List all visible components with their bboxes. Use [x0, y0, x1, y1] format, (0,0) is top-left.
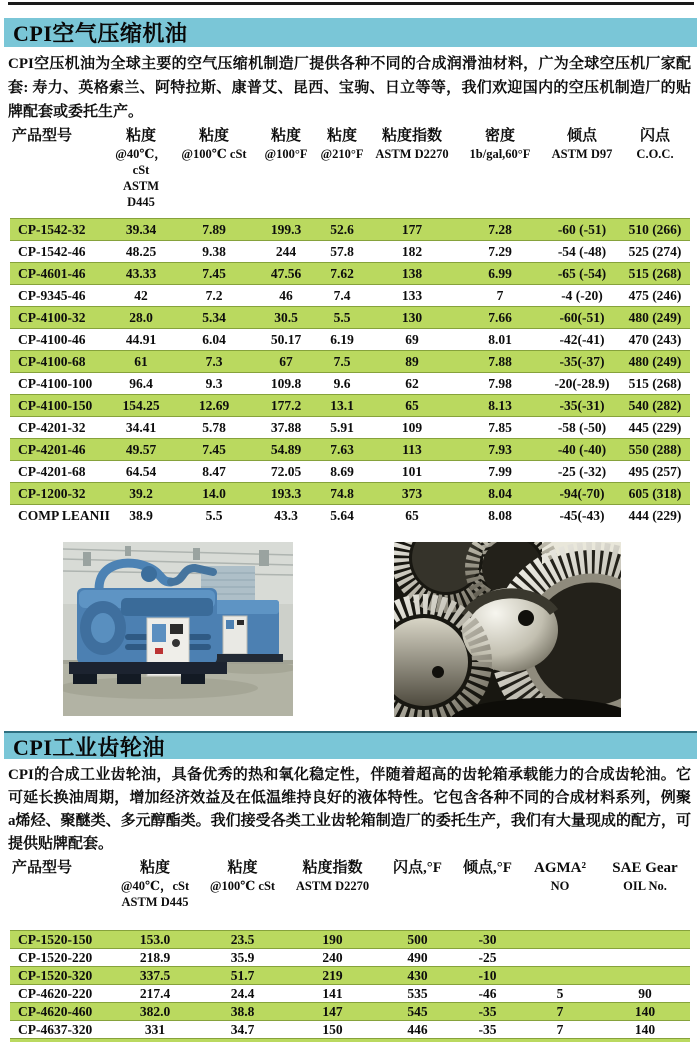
value-cell: 7.99: [488, 463, 512, 479]
value-cell: 7.98: [488, 375, 512, 391]
value-cell: 480 (249): [628, 309, 682, 325]
product-model-cell: CP-4100-68: [18, 353, 86, 369]
value-cell: -54 (-48): [557, 243, 607, 259]
product-model-cell: CP-1520-150: [18, 931, 93, 947]
value-cell: 7.4: [333, 287, 351, 303]
value-cell: 446: [407, 1021, 428, 1037]
value-cell: 5.5: [333, 309, 351, 325]
value-cell: [600, 949, 690, 967]
value-cell: 5.91: [330, 419, 354, 435]
value-cell: 67: [279, 353, 293, 369]
value-cell: 43.3: [274, 507, 298, 523]
product-model-cell: CP-4100-32: [18, 309, 86, 325]
value-cell: 14.0: [202, 485, 226, 501]
table-row: [10, 285, 690, 307]
value-cell: 515 (268): [628, 265, 682, 281]
value-cell: 130: [401, 309, 423, 325]
table-row: [10, 351, 690, 373]
product-model-cell: CP-1542-46: [18, 243, 86, 259]
value-cell: 13.1: [330, 397, 354, 413]
value-cell: 69: [405, 331, 419, 347]
value-cell: 154.25: [122, 397, 160, 413]
value-cell: -65 (-54): [557, 265, 607, 281]
column-header: 产品型号: [12, 128, 73, 144]
value-cell: 7.45: [202, 265, 226, 281]
value-cell: 470 (243): [628, 331, 682, 347]
value-cell: -25 (-32): [557, 463, 607, 479]
value-cell: 177.2: [270, 397, 302, 413]
table-row: [10, 417, 690, 439]
value-cell: 331: [144, 1021, 166, 1037]
section2-intro: CPI的合成工业齿轮油，具备优秀的热和氧化稳定性，伴随着超高的齿轮箱承载能力的合成齿轮油。它可延长换油周期，增加经济效益及在低温维持良好的液体特性。它包含各种不同的合成材料系列，例聚 a烯烃、聚醚类、多元醇酯类。我们接受各类工业齿轮箱制造厂的委托生产，我们有大量现成的配方，可提供贴牌配套。: [8, 767, 691, 852]
product-model-cell: CP-4201-68: [18, 463, 86, 479]
column-header: 密度 1b/gal,60°F: [469, 128, 531, 161]
value-cell: 373: [401, 485, 423, 501]
value-cell: 30.5: [274, 309, 298, 325]
value-cell: 34.7: [230, 1021, 255, 1037]
value-cell: 72.05: [270, 463, 302, 479]
table-row: [10, 483, 690, 505]
product-model-cell: CP-1542-32: [18, 221, 86, 237]
value-cell: 244: [275, 243, 297, 259]
compressor-oil-table: [10, 127, 690, 526]
section1-intro: CPI空压机油为全球主要的空气压缩机制造厂提供各种不同的合成润滑油材料，广为全球空压机厂家配套: 寿力、英格索兰、阿特拉斯、康普艾、昆西、宝驹、日立等等，我们欢迎国内的空压机制造厂的贴牌配套或委托生产。: [8, 56, 691, 120]
section1-title: CPI空气压缩机油: [13, 21, 188, 46]
column-header: 倾点,°F: [463, 860, 512, 876]
value-cell: 35.9: [230, 949, 255, 965]
product-model-cell: CP-4100-150: [18, 397, 93, 413]
value-cell: 101: [401, 463, 423, 479]
value-cell: 7.89: [202, 221, 226, 237]
value-cell: 7.28: [488, 221, 512, 237]
column-header: 倾点 ASTM D97: [551, 128, 613, 161]
value-cell: 147: [322, 1003, 343, 1019]
value-cell: 540 (282): [628, 397, 682, 413]
value-cell: 490: [407, 949, 428, 965]
value-cell: -46: [478, 985, 497, 1001]
value-cell: 510 (266): [628, 221, 682, 237]
product-model-cell: CP-1520-220: [18, 949, 93, 965]
table-row: [10, 1021, 690, 1039]
value-cell: 7.93: [488, 441, 512, 457]
table-row: [10, 931, 690, 949]
value-cell: 109: [401, 419, 423, 435]
section1-header-bar: [4, 18, 697, 47]
value-cell: 9.6: [333, 375, 351, 391]
value-cell: 430: [407, 967, 428, 983]
value-cell: [600, 967, 690, 985]
value-cell: 5.34: [202, 309, 226, 325]
value-cell: 54.89: [270, 441, 302, 457]
column-header: 粘度 @210°F: [320, 128, 364, 161]
value-cell: 65: [405, 397, 419, 413]
value-cell: 24.4: [230, 985, 255, 1001]
table-row: [10, 505, 690, 527]
catalog-page: [0, 2, 700, 1037]
value-cell: 74.8: [330, 485, 354, 501]
value-cell: 113: [402, 441, 422, 457]
value-cell: 193.3: [270, 485, 302, 501]
value-cell: 8.13: [488, 397, 512, 413]
value-cell: -60(-51): [559, 309, 605, 325]
product-model-cell: CP-4100-100: [18, 375, 93, 391]
value-cell: 190: [322, 931, 343, 947]
photo-row: [63, 542, 700, 717]
value-cell: 219: [322, 967, 343, 983]
table-header-row: [10, 859, 690, 931]
gear-oil-table: [10, 859, 690, 1038]
table-row: [10, 241, 690, 263]
value-cell: 34.41: [125, 419, 157, 435]
product-model-cell: CP-4620-460: [18, 1003, 93, 1019]
value-cell: -35(-31): [559, 397, 605, 413]
value-cell: 140: [634, 1021, 656, 1037]
table-header-row: [10, 127, 690, 219]
column-header: 粘度指数 ASTM D2270: [375, 128, 449, 161]
value-cell: 46: [279, 287, 293, 303]
value-cell: 444 (229): [628, 507, 682, 523]
value-cell: 138: [401, 265, 423, 281]
column-header: 粘度 @40℃，cSt ASTM D445: [115, 128, 167, 209]
value-cell: 49.57: [125, 441, 157, 457]
product-model-cell: CP-4201-32: [18, 419, 86, 435]
value-cell: 89: [405, 353, 419, 369]
section2-title: CPI工业齿轮油: [13, 734, 165, 760]
value-cell: 5.78: [202, 419, 226, 435]
value-cell: 61: [134, 353, 148, 369]
value-cell: 153.0: [139, 931, 171, 947]
column-header: 粘度 @100℃ cSt: [181, 128, 247, 161]
value-cell: -20(-28.9): [554, 375, 610, 391]
value-cell: 28.0: [129, 309, 153, 325]
value-cell: 550 (288): [628, 441, 682, 457]
value-cell: 500: [407, 931, 428, 947]
column-header: SAE Gear OIL No.: [612, 860, 678, 893]
column-header: 粘度 @40℃，cSt ASTM D445: [120, 860, 190, 909]
table-row: [10, 219, 690, 241]
value-cell: 7: [556, 1021, 564, 1037]
value-cell: 150: [322, 1021, 343, 1037]
value-cell: 7.5: [333, 353, 351, 369]
column-header: 粘度指数 ASTM D2270: [295, 860, 370, 893]
section2-header-bar: [4, 731, 697, 759]
value-cell: 182: [401, 243, 423, 259]
table-row: [10, 949, 690, 967]
column-header: 粘度 @100℃ cSt: [209, 860, 276, 893]
value-cell: 445 (229): [628, 419, 682, 435]
value-cell: 7: [556, 1003, 564, 1019]
value-cell: 6.19: [330, 331, 354, 347]
value-cell: -40 (-40): [557, 441, 607, 457]
column-header: 闪点 C.O.C.: [636, 128, 674, 161]
value-cell: 50.17: [270, 331, 302, 347]
value-cell: 515 (268): [628, 375, 682, 391]
product-model-cell: CP-1520-320: [18, 967, 93, 983]
value-cell: 7.62: [330, 265, 354, 281]
value-cell: 109.8: [270, 375, 302, 391]
rear-compressor-unit: [211, 600, 283, 662]
product-model-cell: CP-4620-220: [18, 985, 93, 1001]
value-cell: 37.88: [270, 419, 302, 435]
value-cell: -35: [478, 1003, 497, 1019]
value-cell: 240: [322, 949, 343, 965]
product-model-cell: CP-9345-46: [18, 287, 86, 303]
value-cell: 605 (318): [628, 485, 682, 501]
value-cell: [520, 949, 600, 967]
column-header: 粘度 @100°F: [264, 128, 308, 161]
product-model-cell: CP-1200-32: [18, 485, 86, 501]
value-cell: -10: [478, 967, 497, 983]
value-cell: 480 (249): [628, 353, 682, 369]
value-cell: 199.3: [270, 221, 302, 237]
value-cell: 90: [638, 985, 652, 1001]
column-header: AGMA² NO: [534, 860, 586, 893]
value-cell: 48.25: [125, 243, 157, 259]
value-cell: 337.5: [139, 967, 171, 983]
value-cell: 65: [405, 507, 419, 523]
value-cell: 8.01: [488, 331, 512, 347]
product-model-cell: CP-4100-46: [18, 331, 86, 347]
value-cell: -45(-43): [559, 507, 605, 523]
value-cell: 8.04: [488, 485, 512, 501]
value-cell: 39.2: [129, 485, 153, 501]
value-cell: -35: [478, 1021, 497, 1037]
value-cell: 96.4: [129, 375, 153, 391]
value-cell: 47.56: [270, 265, 302, 281]
value-cell: 140: [634, 1003, 656, 1019]
value-cell: 8.08: [488, 507, 512, 523]
value-cell: 39.34: [125, 221, 157, 237]
compressor-factory-photo: [63, 542, 293, 716]
value-cell: 7.45: [202, 441, 226, 457]
table-row: [10, 967, 690, 985]
value-cell: 64.54: [125, 463, 157, 479]
value-cell: 218.9: [139, 949, 171, 965]
value-cell: -35(-37): [559, 353, 605, 369]
value-cell: 5.5: [205, 507, 223, 523]
product-model-cell: CP-4601-46: [18, 265, 86, 281]
value-cell: 5: [556, 985, 564, 1001]
value-cell: 141: [322, 985, 343, 1001]
table-row: [10, 263, 690, 285]
value-cell: 535: [407, 985, 428, 1001]
value-cell: 5.64: [330, 507, 354, 523]
value-cell: -94(-70): [559, 485, 605, 501]
value-cell: 51.7: [230, 967, 255, 983]
value-cell: 475 (246): [628, 287, 682, 303]
value-cell: -4 (-20): [561, 287, 603, 303]
product-model-cell: COMP LEANII: [18, 507, 110, 523]
value-cell: 8.69: [330, 463, 354, 479]
value-cell: 7.66: [488, 309, 512, 325]
top-divider: [8, 2, 694, 5]
value-cell: 12.69: [198, 397, 230, 413]
column-header: 产品型号: [12, 860, 73, 876]
value-cell: 133: [401, 287, 423, 303]
value-cell: 545: [407, 1003, 428, 1019]
value-cell: 52.6: [330, 221, 354, 237]
value-cell: [520, 967, 600, 985]
table-row: [10, 307, 690, 329]
value-cell: -42(-41): [559, 331, 605, 347]
value-cell: 43.33: [125, 265, 157, 281]
value-cell: 42: [134, 287, 148, 303]
column-header: 闪点,°F: [393, 860, 442, 876]
value-cell: -60 (-51): [557, 221, 607, 237]
value-cell: 6.04: [202, 331, 226, 347]
value-cell: 6.99: [488, 265, 512, 281]
product-model-cell: CP-4637-320: [18, 1021, 93, 1037]
table-row: [10, 985, 690, 1003]
table-row: [10, 395, 690, 417]
value-cell: 23.5: [230, 931, 255, 947]
table-row: [10, 373, 690, 395]
value-cell: 7.88: [488, 353, 512, 369]
value-cell: 8.47: [202, 463, 226, 479]
value-cell: 177: [401, 221, 423, 237]
value-cell: 9.3: [205, 375, 223, 391]
value-cell: -58 (-50): [557, 419, 607, 435]
value-cell: -25: [478, 949, 497, 965]
value-cell: [600, 931, 690, 949]
value-cell: 57.8: [330, 243, 354, 259]
value-cell: 7.2: [205, 287, 223, 303]
product-model-cell: CP-4201-46: [18, 441, 86, 457]
gears-photo: [394, 542, 621, 717]
value-cell: 382.0: [139, 1003, 171, 1019]
value-cell: -30: [478, 931, 497, 947]
value-cell: 7.29: [488, 243, 512, 259]
value-cell: 62: [405, 375, 419, 391]
value-cell: 38.9: [129, 507, 153, 523]
table-row: [10, 439, 690, 461]
bottom-row-sliver: [10, 1038, 690, 1042]
table-row: [10, 461, 690, 483]
table-row: [10, 1003, 690, 1021]
value-cell: 217.4: [139, 985, 171, 1001]
table-row: [10, 329, 690, 351]
value-cell: 44.91: [125, 331, 157, 347]
value-cell: [520, 931, 600, 949]
value-cell: 9.38: [202, 243, 226, 259]
value-cell: 495 (257): [628, 463, 682, 479]
value-cell: 7.85: [488, 419, 512, 435]
value-cell: 38.8: [230, 1003, 255, 1019]
value-cell: 525 (274): [628, 243, 682, 259]
value-cell: 7.63: [330, 441, 354, 457]
value-cell: 7: [496, 287, 504, 303]
value-cell: 7.3: [205, 353, 223, 369]
